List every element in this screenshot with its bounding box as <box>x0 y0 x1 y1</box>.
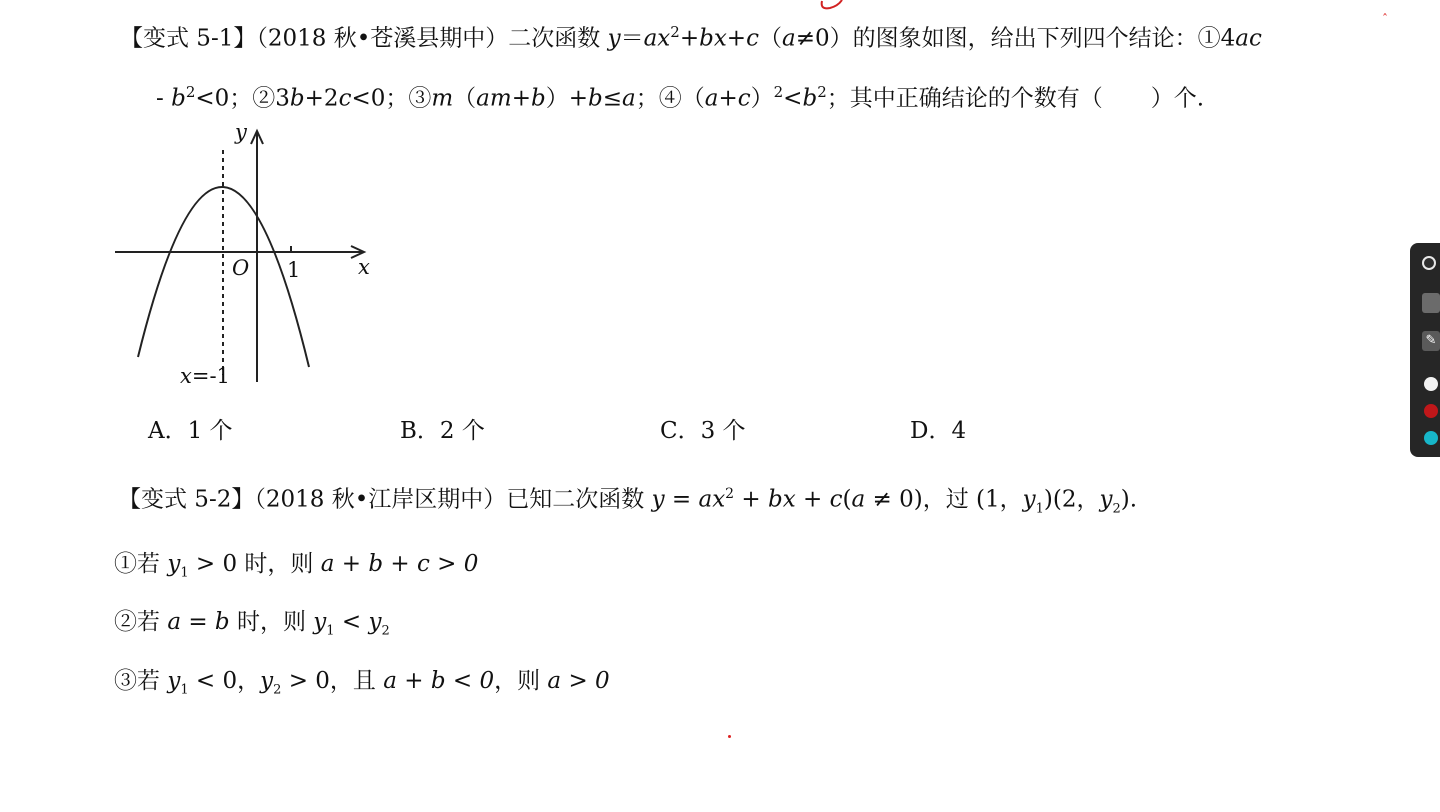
parabola-graph <box>110 120 380 390</box>
color-swatch-cyan[interactable] <box>1424 431 1438 445</box>
statement-2: ②若 a = b 时，则 $y_1 < y_2$ <box>114 609 390 639</box>
pen-tool-icon[interactable]: ✎ <box>1422 331 1440 351</box>
choice-d: D．4 <box>910 418 967 444</box>
y-axis-label: y <box>235 120 247 144</box>
color-swatch-red[interactable] <box>1424 404 1438 418</box>
ink-annotation-stroke <box>818 0 846 12</box>
choice-a: A．1 个 <box>148 418 233 444</box>
color-swatch-white[interactable] <box>1424 377 1438 391</box>
problem-5-2-statement: 【变式 5-2】（2018 秋•江岸区期中）已知二次函数 $y = ax^2$ + bx + c(a ≠ 0)，过 (1，$y_1)(2$，$y_2$). <box>118 486 1138 517</box>
parabola-curve <box>138 187 309 367</box>
problem-5-1-line-2: - $b^2<0$；②3b+2c<0；③m（am+b）+b≤a；$④(a+c)^2<b^2$；其中正确结论的个数有（ ）个. <box>156 83 1205 112</box>
x-axis-label: x <box>358 255 370 279</box>
choice-b: B．2 个 <box>400 418 485 444</box>
statement-3: ③若 $y_1 < 0$，$y_2 > 0$，且 a + b < 0，则 a > 0 <box>114 668 610 698</box>
pointer-tool-icon[interactable] <box>1422 256 1436 270</box>
origin-label: O <box>232 256 250 280</box>
problem-5-1-line-1: 【变式 5-1】（2018 秋•苍溪县期中）二次函数 $y=ax^2+bx+c(a\ne 0)$的图象如图，给出下列四个结论：①4ac <box>120 23 1262 52</box>
parabola-graph-svg <box>110 120 380 390</box>
symmetry-line-label: x=-1 <box>180 364 230 388</box>
choice-c: C．3 个 <box>660 418 746 444</box>
ink-annotation-caret: ˆ <box>1382 12 1388 26</box>
statement-1: ①若 $y_1 > 0$ 时，则 a + b + c > 0 <box>114 551 479 581</box>
tick-one-label: 1 <box>287 258 301 282</box>
ink-annotation-dot <box>728 735 731 738</box>
pen-toolbar <box>1410 243 1440 457</box>
eraser-tool-icon[interactable] <box>1422 293 1440 313</box>
